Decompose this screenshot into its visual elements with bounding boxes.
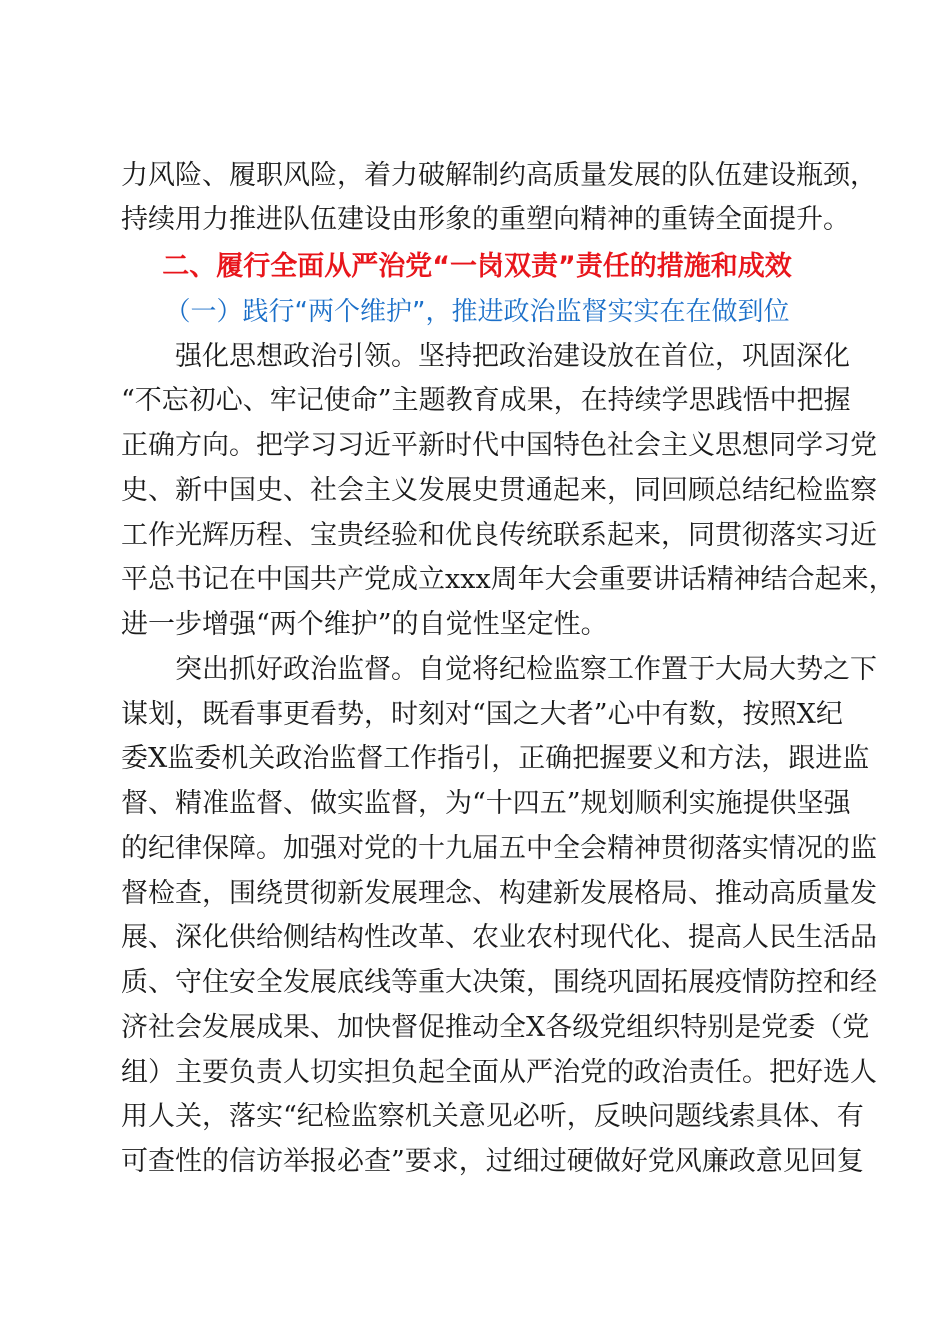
subsection-heading: （一）践行“两个维护”，推进政治监督实实在在做到位	[164, 297, 790, 327]
paragraph-1-line: 正确方向。把学习习近平新时代中国特色社会主义思想同学习党	[121, 430, 877, 461]
paragraph-1-line: “不忘初心、牢记使命”主题教育成果，在持续学思践悟中把握	[121, 385, 851, 416]
intro-line: 力风险、履职风险，着力破解制约高质量发展的队伍建设瓶颈，	[121, 160, 877, 191]
paragraph-2-line: 质、守住安全发展底线等重大决策，围绕巩固拓展疫情防控和经	[121, 967, 877, 998]
paragraph-2-line: 的纪律保障。加强对党的十九届五中全会精神贯彻落实情况的监	[121, 833, 877, 864]
paragraph-2-line: 督、精准监督、做实监督，为“十四五”规划顺利实施提供坚强	[121, 788, 851, 819]
paragraph-2-line: 委X监委机关政治监督工作指引，正确把握要义和方法，跟进监	[121, 743, 870, 774]
paragraph-1-line: 工作光辉历程、宝贵经验和优良传统联系起来，同贯彻落实习近	[121, 520, 877, 551]
section-heading: 二、履行全面从严治党“一岗双责”责任的措施和成效	[162, 251, 792, 282]
paragraph-2-line: 济社会发展成果、加快督促推动全X各级党组织特别是党委（党	[121, 1012, 870, 1043]
intro-line: 持续用力推进队伍建设由形象的重塑向精神的重铸全面提升。	[121, 204, 850, 235]
paragraph-1-line: 强化思想政治引领。坚持把政治建设放在首位，巩固深化	[175, 341, 850, 372]
paragraph-2-line: 展、深化供给侧结构性改革、农业农村现代化、提高人民生活品	[121, 922, 877, 953]
paragraph-1-line: 进一步增强“两个维护”的自觉性坚定性。	[121, 609, 608, 640]
paragraph-2-line: 谋划，既看事更看势，时刻对“国之大者”心中有数，按照X纪	[121, 699, 843, 730]
paragraph-2-line: 用人关，落实“纪检监察机关意见必听，反映问题线索具体、有	[121, 1101, 864, 1132]
paragraph-2-line: 组）主要负责人切实担负起全面从严治党的政治责任。把好选人	[121, 1057, 877, 1088]
paragraph-2-line: 督检查，围绕贯彻新发展理念、构建新发展格局、推动高质量发	[121, 878, 877, 909]
paragraph-2-line: 突出抓好政治监督。自觉将纪检监察工作置于大局大势之下	[175, 654, 877, 685]
paragraph-1-line: 平总书记在中国共产党成立xxx周年大会重要讲话精神结合起来，	[121, 564, 896, 595]
paragraph-1-line: 史、新中国史、社会主义发展史贯通起来，同回顾总结纪检监察	[121, 475, 877, 506]
paragraph-2-line: 可查性的信访举报必查”要求，过细过硬做好党风廉政意见回复	[121, 1146, 864, 1177]
